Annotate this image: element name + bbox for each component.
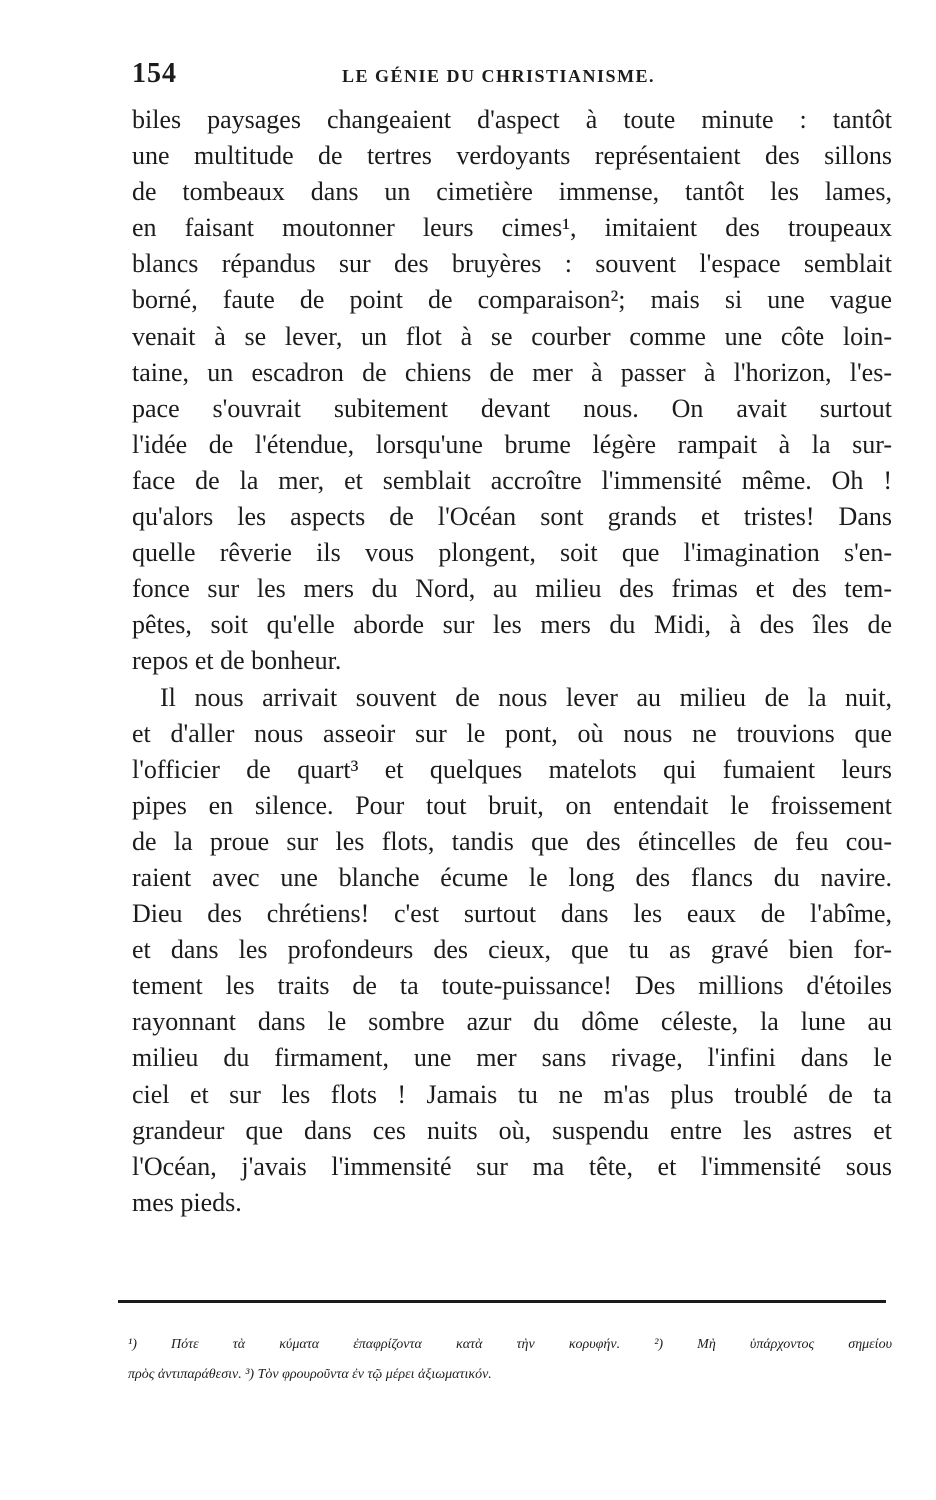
page-number: 154: [132, 58, 177, 89]
text-line: et dans les profondeurs des cieux, que tu as gravé bien for-: [132, 935, 892, 965]
text-line: tement les traits de ta toute-puissance! Des millions d'étoiles: [132, 971, 892, 1001]
running-title: LE GÉNIE DU CHRISTIANISME.: [342, 66, 656, 86]
paragraph-end-line: mes pieds.: [132, 1187, 242, 1217]
text-line: une multitude de tertres verdoyants représentaient des sillons: [132, 141, 892, 171]
text-line: fonce sur les mers du Nord, au milieu des frimas et des tem-: [132, 574, 892, 604]
text-line: raient avec une blanche écume le long des flancs du navire.: [132, 862, 892, 892]
text-line: de tombeaux dans un cimetière immense, tantôt les lames,: [132, 177, 892, 207]
text-line: Dieu des chrétiens! c'est surtout dans les eaux de l'abîme,: [132, 899, 892, 929]
page-header: [132, 58, 892, 94]
text-line: l'idée de l'étendue, lorsqu'une brume légère rampait à la sur-: [132, 429, 892, 459]
text-line: pêtes, soit qu'elle aborde sur les mers du Midi, à des îles de: [132, 610, 892, 640]
body-text: [132, 102, 892, 1221]
text-line: pipes en silence. Pour tout bruit, on entendait le froissement: [132, 790, 892, 820]
footnote-line: ¹) Πότε τὰ κύματα ἐπαφρίζοντα κατὰ τὴν κορυφήν. ²) Μὴ ὑπάρχοντος σημείου: [128, 1337, 892, 1352]
text-line: borné, faute de point de comparaison²; mais si une vague: [132, 285, 892, 315]
text-line: pace s'ouvrait subitement devant nous. On avait surtout: [132, 393, 892, 423]
text-line: grandeur que dans ces nuits où, suspendu entre les astres et: [132, 1115, 892, 1145]
paragraph-start-line: Il nous arrivait souvent de nous lever au milieu de la nuit,: [160, 682, 892, 712]
paragraph-end-line: repos et de bonheur.: [132, 646, 342, 676]
footnotes: [128, 1330, 892, 1390]
text-line: qu'alors les aspects de l'Océan sont grands et tristes! Dans: [132, 502, 892, 532]
text-line: l'Océan, j'avais l'immensité sur ma tête, et l'immensité sous: [132, 1151, 892, 1181]
text-line: biles paysages changeaient d'aspect à toute minute : tantôt: [132, 105, 892, 134]
text-line: ciel et sur les flots ! Jamais tu ne m'as plus troublé de ta: [132, 1079, 892, 1109]
text-line: milieu du firmament, une mer sans rivage, l'infini dans le: [132, 1043, 892, 1073]
text-line: taine, un escadron de chiens de mer à passer à l'horizon, l'es-: [132, 357, 892, 387]
text-line: face de la mer, et semblait accroître l'immensité même. Oh !: [132, 465, 892, 495]
text-line: et d'aller nous asseoir sur le pont, où nous ne trouvions que: [132, 718, 892, 748]
text-line: quelle rêverie ils vous plongent, soit que l'imagination s'en-: [132, 538, 892, 568]
text-line: de la proue sur les flots, tandis que des étincelles de feu cou-: [132, 826, 892, 856]
text-line: en faisant moutonner leurs cimes¹, imitaient des troupeaux: [132, 213, 892, 243]
text-line: blancs répandus sur des bruyères : souvent l'espace semblait: [132, 249, 892, 279]
footnote-line: πρὸς ἀντιπαράθεσιν. ³) Τὸν φρουροῦντα ἐν τῷ μέρει ἀξιωματικόν.: [128, 1367, 492, 1382]
text-line: l'officier de quart³ et quelques matelots qui fumaient leurs: [132, 754, 892, 784]
text-line: venait à se lever, un flot à se courber comme une côte loin-: [132, 321, 892, 351]
text-line: rayonnant dans le sombre azur du dôme céleste, la lune au: [132, 1007, 892, 1037]
footnote-divider: [118, 1300, 886, 1303]
